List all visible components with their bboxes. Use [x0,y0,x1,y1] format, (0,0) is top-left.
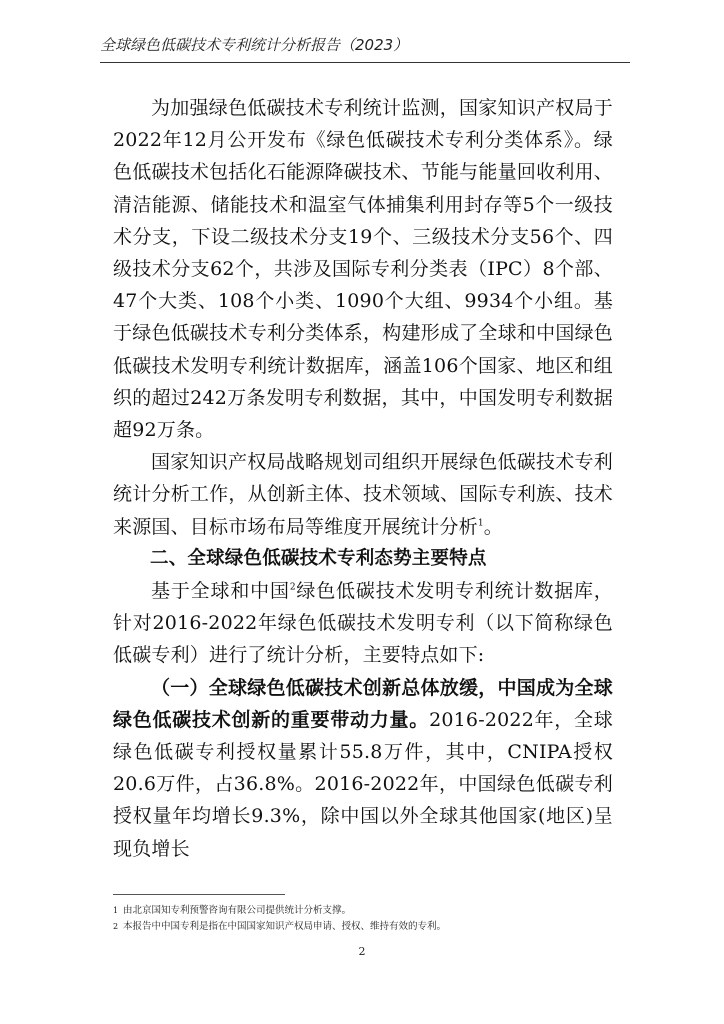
paragraph-2-text: 国家知识产权局战略规划司组织开展绿色低碳技术专利统计分析工作，从创新主体、技术领域、国际专利族、技术来源国、目标市场布局等维度开展统计分析 [113,451,613,538]
footnote-1-mark: 1 [113,906,119,915]
page-number: 2 [358,945,366,958]
footnote-1-text: 由北京国知专利预警咨询有限公司提供统计分析支撑。 [123,905,352,916]
footnote-ref-1[interactable]: 1 [477,518,484,529]
paragraph-4-rest: 2016-2022年，全球绿色低碳专利授权量累计55.8万件，其中，CNIPA授权20.6万件，占36.8%。2016-2022年，中国绿色低碳专利授权量年均增长9.3%，除中国以外全球其他国家(地区)呈现负增长 [113,708,614,860]
footnote-2-mark: 2 [113,922,119,931]
paragraph-4 [113,672,613,865]
header-rule [100,62,630,63]
paragraph-2-end: 。 [483,515,503,538]
footnotes [113,903,613,935]
section-heading: 二、全球绿色低碳技术专利态势主要特点 [150,547,487,569]
paragraph-1: 为加强绿色低碳技术专利统计监测，国家知识产权局于2022年12月公开发布《绿色低碳技术专利分类体系》。绿色低碳技术包括化石能源降碳技术、节能与能量回收利用、清洁能源、储能技术和温室气体捕集利用封存等5个一级技术分支，下设二级技术分支19个、三级技术分支56个、四级技术分支62个，共涉及国际专利分类表（IPC）8个部、47个大类、108个小类、1090个大组、9934个小组。基于绿色低碳技术专利分类体系，构建形成了全球和中国绿色低碳技术发明专利统计数据库，涵盖106个国家、地区和组织的超过242万条发明专利数据，其中，中国发明专利数据超92万条。 [113,97,613,442]
paragraph-3-rest: 绿色低碳技术发明专利统计数据库，针对2016-2022年绿色低碳技术发明专利（以下简称绿色低碳专利）进行了统计分析，主要特点如下: [113,580,614,667]
main-body [113,92,613,865]
footnote-rule [113,894,285,895]
running-header: 全球绿色低碳技术专利统计分析报告（2023） [100,36,409,54]
paragraph-3-start: 基于全球和中国 [151,580,290,603]
paragraph-3 [113,575,613,672]
footnote-2 [113,919,613,935]
paragraph-2 [113,446,613,543]
footnote-1 [113,903,613,919]
paragraph-4-bold-lead: （一）全球绿色低碳技术创新总体放缓，中国成为全球绿色低碳技术创新的重要带动力量。 [113,676,613,731]
footnote-ref-2[interactable]: 2 [289,582,296,593]
footnote-2-text: 本报告中中国专利是指在中国国家知识产权局申请、授权、维持有效的专利。 [123,921,447,932]
